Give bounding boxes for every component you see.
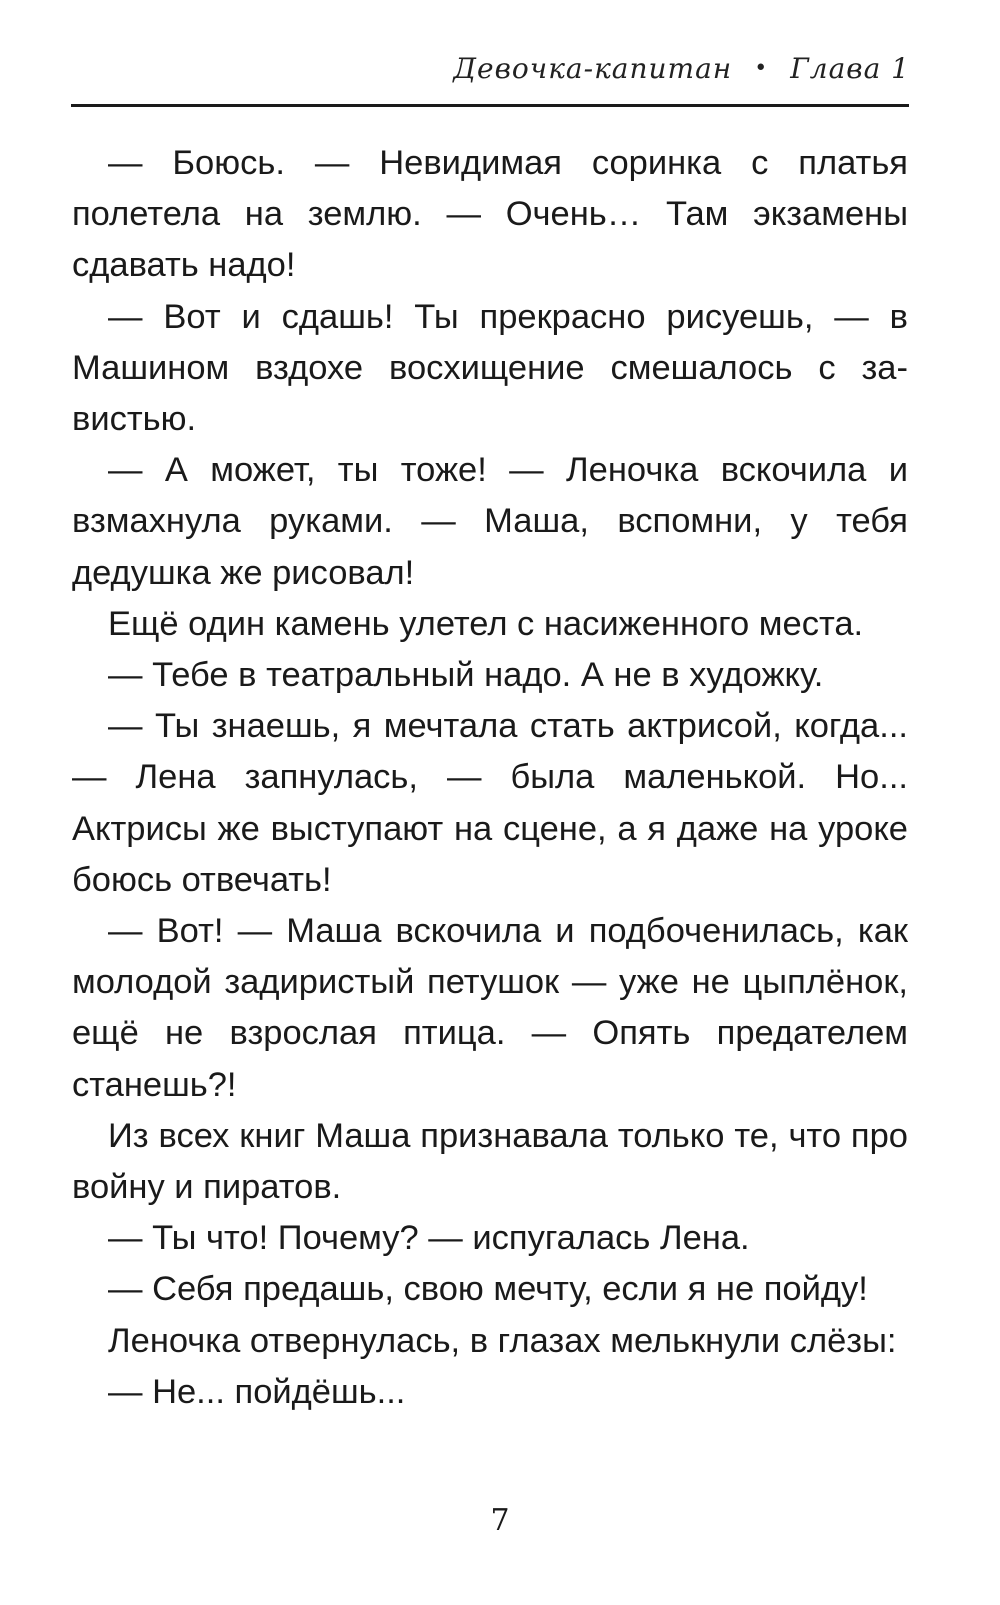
paragraph: — Себя предашь, свою мечту, если я не пойду! bbox=[108, 1270, 868, 1309]
paragraph: Ещё один камень улетел с насиженного места. bbox=[108, 604, 864, 643]
paragraph: — Боюсь. — Невидимая соринка с платья полетела на землю. — Очень… Там экзамены сдавать надо! bbox=[72, 144, 908, 285]
header-separator: • bbox=[754, 56, 769, 81]
header-rule bbox=[71, 104, 909, 107]
paragraph: — Ты знаешь, я мечтала стать актрисой, когда... — Лена запнулась, — была маленькой. Но... Актрисы же выступают на сцене, а я даже на уроке боюсь отвечать! bbox=[72, 707, 908, 899]
paragraph: Леночка отвернулась, в глазах мелькнули слёзы: bbox=[108, 1321, 897, 1360]
page-number: 7 bbox=[490, 1503, 510, 1538]
paragraph: — А может, ты тоже! — Леночка вскочила и взмахнула руками. — Маша, вспомни, у тебя дедушка же рисовал! bbox=[72, 451, 908, 592]
paragraph: — Вот! — Маша вскочила и подбоченилась, как молодой задиристый петушок — уже не цыплёнок, ещё не взрослая птица. — Опять предателем станешь?! bbox=[72, 912, 908, 1104]
chapter-label: Глава 1 bbox=[790, 52, 910, 85]
paragraph: Из всех книг Маша признавала только те, что про войну и пиратов. bbox=[72, 1116, 908, 1207]
body-text bbox=[72, 138, 908, 1418]
book-title: Девочка-капитан bbox=[453, 52, 733, 85]
paragraph: — Вот и сдашь! Ты прекрасно рисуешь, — в Машином вздохе восхищение смешалось с завистью. bbox=[72, 297, 908, 439]
paragraph: — Ты что! Почему? — испугалась Лена. bbox=[108, 1219, 750, 1258]
running-head bbox=[453, 52, 910, 85]
paragraph: — Тебе в театральный надо. А не в художку. bbox=[108, 656, 824, 695]
paragraph: — Не... пойдёшь... bbox=[108, 1372, 406, 1411]
